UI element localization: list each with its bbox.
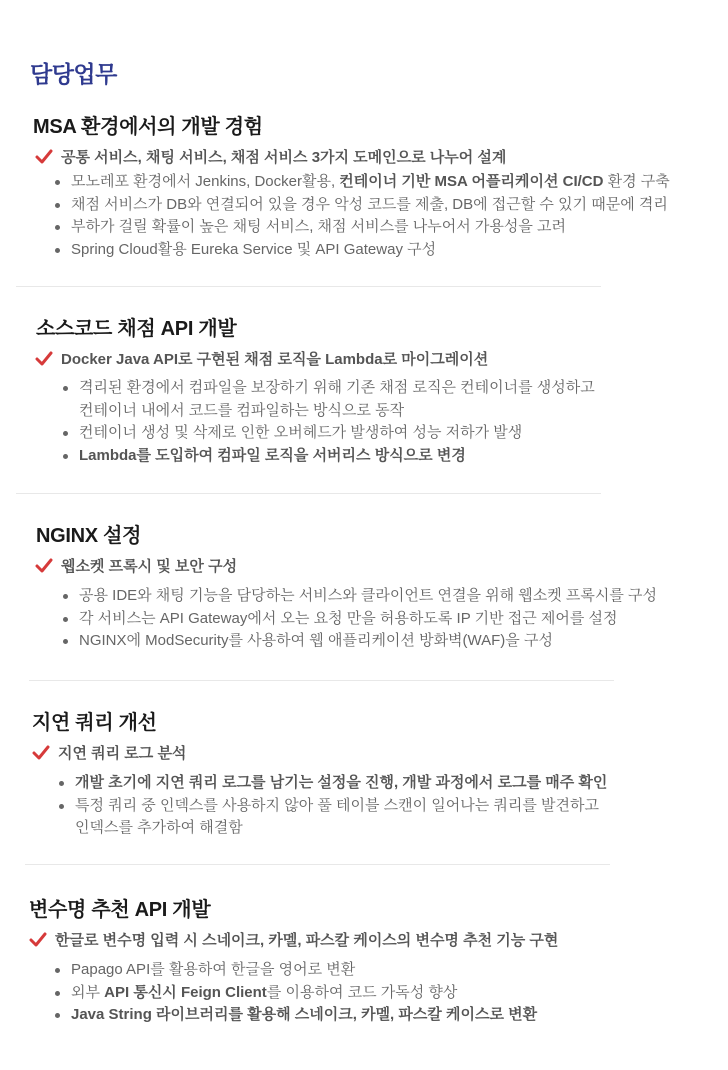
section-divider [29,680,614,681]
list-item: Spring Cloud활용 Eureka Service 및 API Gateway 구성 [53,239,670,262]
task-label: Docker Java API로 구현된 채점 로직을 Lambda로 마이그레이션 [61,351,489,368]
list-item-continuation: 인덱스를 추가하여 해결함 [75,819,243,836]
section-title-var-name: 변수명 추천 API 개발 [29,899,211,921]
list-item: 외부 API 통신시 Feign Client를 이용하여 코드 가독성 향상 [53,982,537,1005]
task-label: 지연 쿼리 로그 분석 [58,745,187,762]
list-item: 채점 서비스가 DB와 연결되어 있을 경우 악성 코드를 제출, DB에 접근할 수 있기 때문에 격리 [53,194,670,217]
list-item: 공용 IDE와 채팅 기능을 담당하는 서비스와 클라이언트 연결을 위해 웹소켓 프록시를 구성 [61,585,657,608]
task-label: 공통 서비스, 채팅 서비스, 채점 서비스 3가지 도메인으로 나누어 설계 [61,149,507,166]
bullet-list-msa [53,171,670,261]
task-nginx [35,555,237,576]
check-icon [35,149,53,165]
section-title-nginx: NGINX 설정 [36,525,142,547]
task-var-name [29,929,558,950]
task-grading [35,348,488,369]
section-divider [16,493,601,494]
list-item-continuation: 컨테이너 내에서 코드를 컴파일하는 방식으로 동작 [79,401,405,419]
list-item: 각 서비스는 API Gateway에서 오는 요청 만을 허용하도록 IP 기반 접근 제어를 설정 [61,608,657,631]
bullet-list-var-name [53,959,537,1027]
section-title-msa: MSA 환경에서의 개발 경험 [33,116,263,138]
section-divider [16,286,601,287]
list-item: 부하가 걸릴 확률이 높은 채팅 서비스, 채점 서비스를 나누어서 가용성을 고려 [53,216,670,239]
check-icon [32,745,50,761]
bullet-list-grading [61,377,595,467]
task-label: 한글로 변수명 입력 시 스네이크, 카멜, 파스칼 케이스의 변수명 추천 기능 구현 [55,932,559,949]
list-item: 컨테이너 생성 및 삭제로 인한 오버헤드가 발생하여 성능 저하가 발생 [61,422,595,445]
bullet-list-nginx [61,585,657,653]
section-title-grading: 소스코드 채점 API 개발 [36,318,237,340]
list-item: 특정 쿼리 중 인덱스를 사용하지 않아 풀 테이블 스캔이 일어나는 쿼리를 발견하고 [57,795,607,818]
list-item: 격리된 환경에서 컴파일을 보장하기 위해 기존 채점 로직은 컨테이너를 생성하고 [61,377,595,400]
list-item: NGINX에 ModSecurity를 사용하여 웹 애플리케이션 방화벽(WAF)을 구성 [61,630,657,653]
section-title-slow-query: 지연 쿼리 개선 [32,712,157,734]
check-icon [29,932,47,948]
page-title: 담당업무 [30,61,117,87]
task-slow-query [32,742,186,763]
bullet-list-slow-query [57,772,607,840]
check-icon [35,558,53,574]
list-item: Papago API를 활용하여 한글을 영어로 변환 [53,959,537,982]
task-msa [35,146,506,167]
list-item: Java String 라이브러리를 활용해 스네이크, 카멜, 파스칼 케이스로 변환 [53,1004,537,1027]
task-label: 웹소켓 프록시 및 보안 구성 [61,558,238,575]
list-item: 모노레포 환경에서 Jenkins, Docker활용, 컨테이너 기반 MSA 어플리케이션 CI/CD 환경 구축 [53,171,670,194]
list-item: Lambda를 도입하여 컴파일 로직을 서버리스 방식으로 변경 [61,445,595,468]
list-item: 개발 초기에 지연 쿼리 로그를 남기는 설정을 진행, 개발 과정에서 로그를 매주 확인 [57,772,607,795]
check-icon [35,351,53,367]
section-divider [25,864,610,865]
